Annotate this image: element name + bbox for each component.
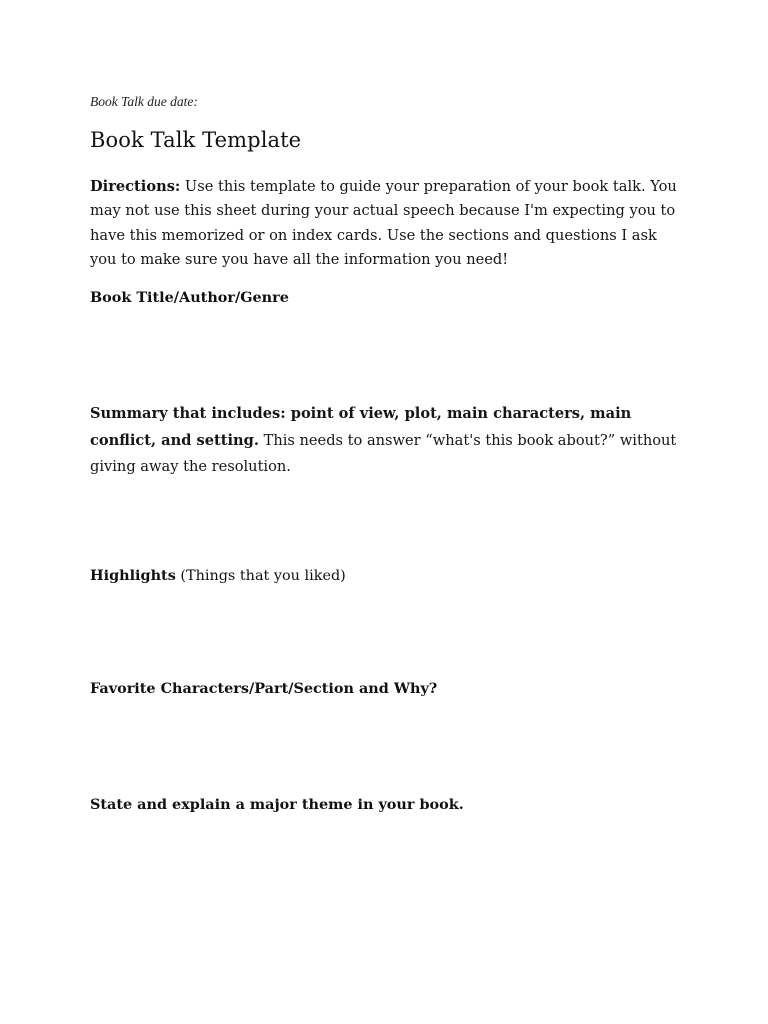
summary-paragraph (90, 401, 680, 481)
due-date-label: Book Talk due date: (90, 94, 198, 109)
highlights-heading (90, 565, 346, 587)
directions-text: Use this template to guide your preparation of your book talk. You may not use this sheet during your actual speech because I'm expecting you to have this memorized or on index cards. Use the sections and questions I ask you to make sure you have all the information you need! (90, 178, 677, 269)
highlights-text: (Things that you liked) (175, 568, 346, 584)
highlights-label: Highlights (90, 567, 176, 584)
page-title: Book Talk Template (90, 128, 302, 152)
directions-paragraph (90, 175, 680, 273)
directions-label: Directions: (90, 178, 181, 195)
theme-heading: State and explain a major theme in your book. (90, 796, 464, 813)
book-title-heading: Book Title/Author/Genre (90, 289, 289, 306)
summary-label: Summary that includes: point of view, plot, main characters, main conflict, and setting. (90, 405, 632, 449)
summary-text: This needs to answer “what's this book about?” without giving away the resolution. (90, 431, 677, 475)
favorite-heading: Favorite Characters/Part/Section and Why? (90, 680, 438, 697)
